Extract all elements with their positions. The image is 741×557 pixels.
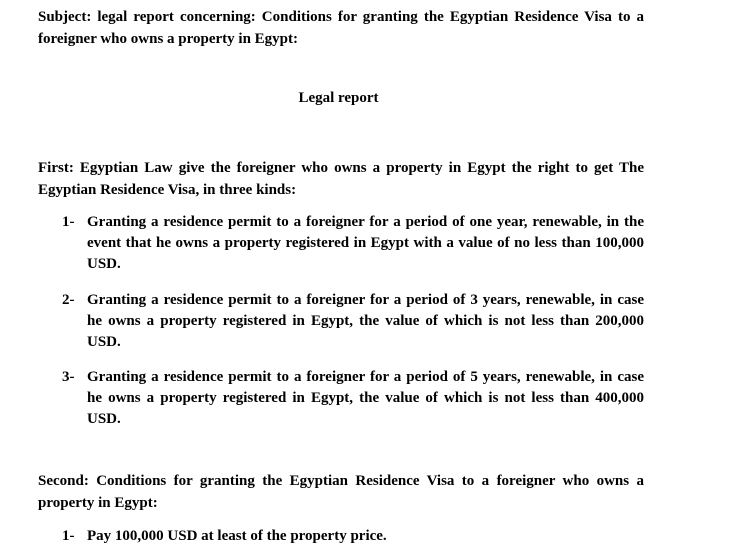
first-section-intro: First: Egyptian Law give the foreigner who owns a property in Egypt the right to get The Egyptian Residence Visa, in three kinds: [38,160,644,198]
first-section-item [62,290,644,353]
report-heading-text: Legal report [298,90,379,106]
report-heading [0,87,741,109]
second-section-item [62,526,644,547]
list-number: 3- [62,369,75,385]
first-section-item [62,212,644,275]
list-number: 1- [62,528,75,544]
list-item-text: Pay 100,000 USD at least of the property price. [87,528,387,544]
list-number: 1- [62,214,75,230]
first-section-item [62,367,644,430]
list-item-text: Granting a residence permit to a foreigner for a period of 5 years, renewable, in case he owns a property registered in Egypt, the value of which is not less than 400,000 USD. [87,369,644,427]
list-item-text: Granting a residence permit to a foreigner for a period of 3 years, renewable, in case he owns a property registered in Egypt, the value of which is not less than 200,000 USD. [87,292,644,350]
second-section-intro: Second: Conditions for granting the Egyptian Residence Visa to a foreigner who owns a property in Egypt: [38,473,644,511]
list-item-text: Granting a residence permit to a foreigner for a period of one year, renewable, in the event that he owns a property registered in Egypt with a value of no less than 100,000 USD. [87,214,644,272]
list-number: 2- [62,292,75,308]
subject-line: Subject: legal report concerning: Conditions for granting the Egyptian Residence Visa to a foreigner who owns a property in Egypt: [38,9,644,47]
